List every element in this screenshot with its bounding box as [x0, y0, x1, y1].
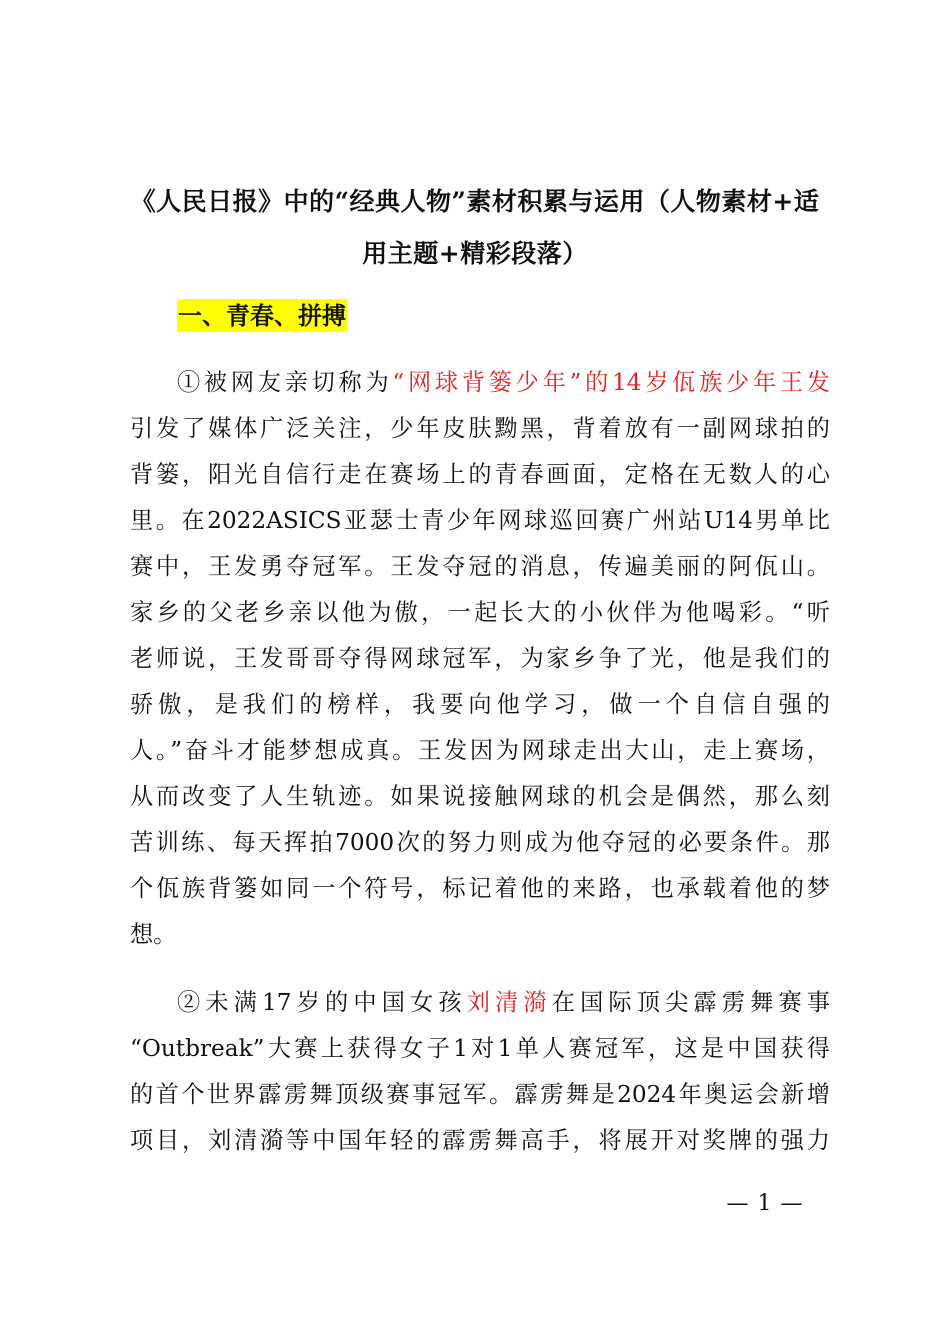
- paragraph-line: 背篓，阳光自信行走在赛场上的青春画面，定格在无数人的心: [130, 461, 830, 488]
- paragraph-text: ②未满17岁的中国女孩: [177, 989, 467, 1016]
- section-heading-youth-struggle: [177, 294, 347, 338]
- title-line-1: 《人民日报》中的“经典人物”素材积累与运用（人物素材+适: [130, 187, 820, 216]
- paragraph-line: 老师说，王发哥哥夺得网球冠军，为家乡争了光，他是我们的: [130, 645, 830, 672]
- highlighted-person-name: “网球背篓少年”的14岁佤族少年王发: [392, 369, 830, 396]
- paragraph-line: [130, 980, 830, 1026]
- title-line-2: 用主题+精彩段落）: [362, 239, 588, 268]
- paragraph-text: ①被网友亲切称为: [177, 369, 393, 396]
- paragraph-line: 里。在2022ASICS亚瑟士青少年网球巡回赛广州站U14男单比: [130, 507, 830, 534]
- paragraph-line: 个佤族背篓如同一个符号，标记着他的来路，也承载着他的梦: [130, 875, 830, 902]
- paragraph-line: 苦训练、每天挥拍7000次的努力则成为他夺冠的必要条件。那: [130, 829, 830, 856]
- paragraph-line: 骄傲，是我们的榜样，我要向他学习，做一个自信自强的: [130, 691, 830, 718]
- paragraph-line: 人。”奋斗才能梦想成真。王发因为网球走出大山，走上赛场，: [130, 737, 830, 764]
- paragraph-line: [130, 360, 830, 406]
- paragraph-line: 赛中，王发勇夺冠军。王发夺冠的消息，传遍美丽的阿佤山。: [130, 553, 830, 580]
- paragraph-text: 在国际顶尖霹雳舞赛事: [551, 989, 830, 1016]
- document-title: [100, 176, 850, 280]
- highlighted-heading-text: 一、青春、拼搏: [178, 301, 346, 330]
- paragraph-line: 的首个世界霹雳舞顶级赛事冠军。霹雳舞是2024年奥运会新增: [130, 1081, 830, 1108]
- paragraph-line: 项目，刘清漪等中国年轻的霹雳舞高手，将展开对奖牌的强力: [130, 1127, 830, 1154]
- paragraph-line: 家乡的父老乡亲以他为傲，一起长大的小伙伴为他喝彩。“听: [130, 599, 830, 626]
- paragraph-liu-qingyi: [130, 980, 830, 1164]
- paragraph-line: 引发了媒体广泛关注，少年皮肤黝黑，背着放有一副网球拍的: [130, 415, 830, 442]
- paragraph-line: “Outbreak”大赛上获得女子1对1单人赛冠军，这是中国获得: [130, 1035, 830, 1062]
- paragraph-line: 从而改变了人生轨迹。如果说接触网球的机会是偶然，那么刻: [130, 783, 830, 810]
- highlighted-person-name: 刘清漪: [466, 989, 552, 1016]
- paragraph-line: 想。: [130, 921, 177, 948]
- page-number: — 1 —: [726, 1191, 804, 1216]
- paragraph-wang-fa: [130, 360, 830, 958]
